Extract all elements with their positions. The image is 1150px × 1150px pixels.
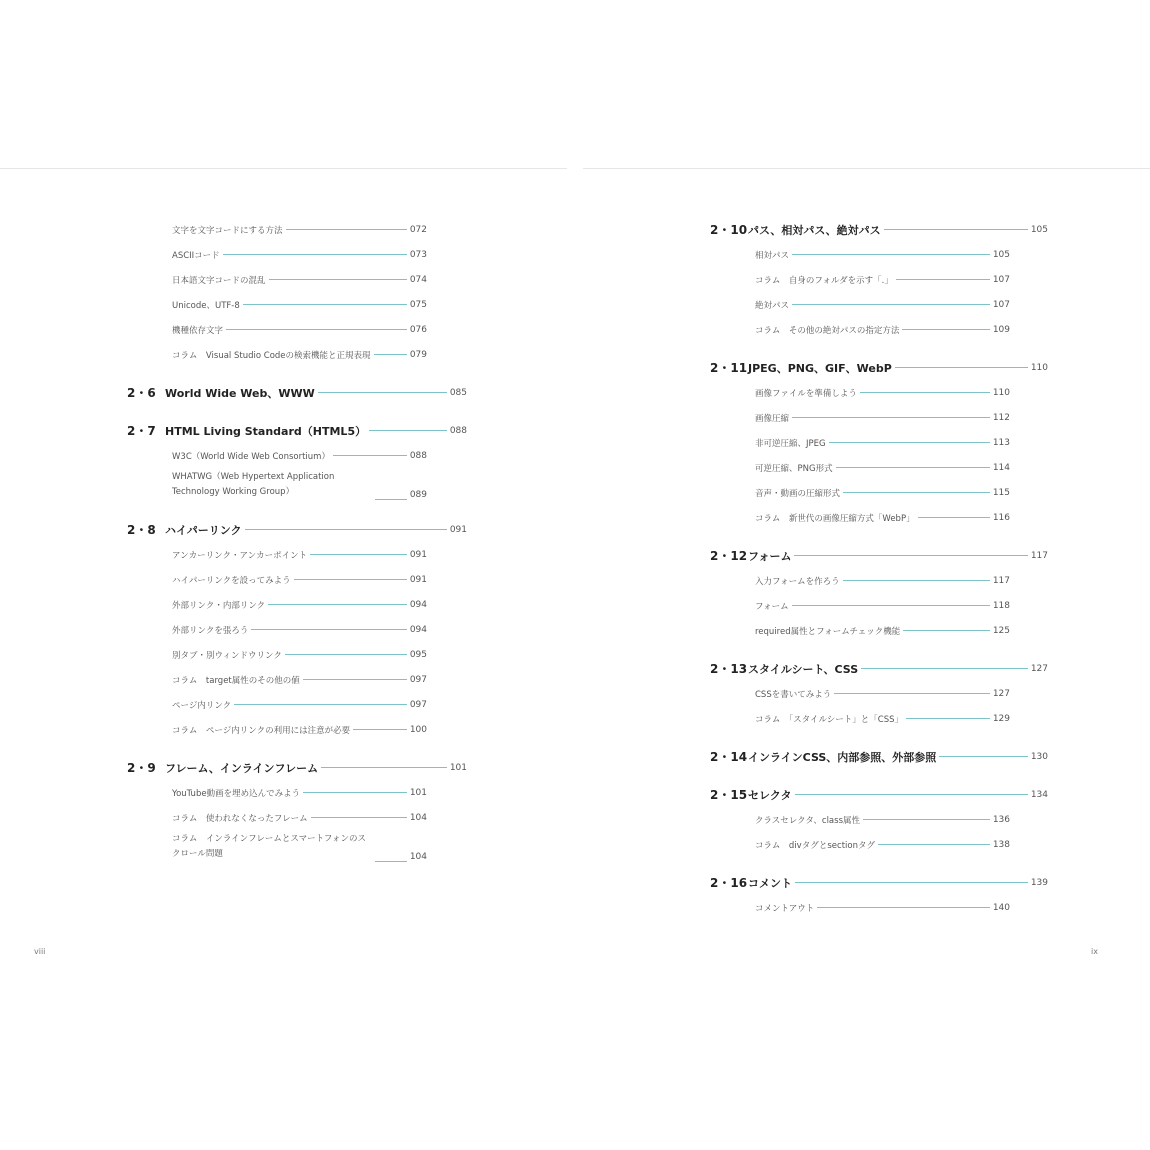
toc-entry bbox=[127, 443, 427, 468]
entry-title: 画像ファイルを準備しよう bbox=[755, 388, 857, 399]
section-number: 2・9 bbox=[127, 761, 156, 775]
entry-page: 079 bbox=[409, 349, 427, 360]
section-number: 2・13 bbox=[710, 662, 748, 676]
entry-page: 091 bbox=[409, 574, 427, 585]
toc-section bbox=[710, 782, 1048, 807]
entry-page: 094 bbox=[409, 599, 427, 610]
toc-section bbox=[710, 355, 1048, 380]
leader-line bbox=[863, 819, 990, 820]
toc-list bbox=[127, 217, 467, 866]
left-page bbox=[0, 168, 567, 981]
right-page bbox=[583, 168, 1150, 981]
entry-title: W3C（World Wide Web Consortium） bbox=[172, 451, 330, 462]
toc-entry bbox=[127, 717, 427, 742]
leader-line bbox=[861, 668, 1028, 669]
entry-page: 109 bbox=[992, 324, 1010, 335]
toc-section bbox=[710, 543, 1048, 568]
entry-page: 113 bbox=[992, 437, 1010, 448]
section-number: 2・15 bbox=[710, 788, 748, 802]
entry-title: YouTube動画を埋め込んでみよう bbox=[172, 788, 301, 799]
toc-entry bbox=[127, 317, 427, 342]
leader-line bbox=[303, 792, 407, 793]
leader-line bbox=[795, 794, 1028, 795]
entry-title: 入力フォームを作ろう bbox=[755, 576, 840, 587]
entry-page: 130 bbox=[1030, 751, 1048, 762]
entry-title: required属性とフォームチェック機能 bbox=[755, 626, 901, 637]
leader-line bbox=[829, 442, 990, 443]
entry-title: コラム 自身のフォルダを示す「.」 bbox=[755, 275, 893, 286]
entry-page: 073 bbox=[409, 249, 427, 260]
entry-page: 105 bbox=[1030, 224, 1048, 235]
leader-line bbox=[878, 844, 990, 845]
toc-list bbox=[710, 217, 1048, 920]
leader-line bbox=[903, 630, 990, 631]
leader-line bbox=[369, 430, 447, 431]
entry-title: コラム target属性のその他の値 bbox=[172, 675, 300, 686]
toc-entry bbox=[127, 267, 427, 292]
entry-page: 104 bbox=[409, 852, 427, 862]
entry-page: 136 bbox=[992, 814, 1010, 825]
leader-line bbox=[792, 605, 990, 606]
entry-page: 107 bbox=[992, 274, 1010, 285]
entry-title: 外部リンク・内部リンク bbox=[172, 600, 266, 611]
entry-title: コラム その他の絶対パスの指定方法 bbox=[755, 325, 900, 336]
toc-entry bbox=[710, 405, 1010, 430]
entry-page: 107 bbox=[992, 299, 1010, 310]
entry-title: アンカーリンク・アンカーポイント bbox=[172, 550, 308, 561]
entry-title: コメント bbox=[748, 876, 792, 890]
entry-title: ハイパーリンクを設ってみよう bbox=[172, 575, 291, 586]
entry-title: 絶対パス bbox=[755, 300, 790, 311]
entry-page: 138 bbox=[992, 839, 1010, 850]
entry-title: 機種依存文字 bbox=[172, 325, 224, 336]
leader-line bbox=[918, 517, 990, 518]
leader-line bbox=[794, 555, 1027, 556]
section-number: 2・14 bbox=[710, 750, 748, 764]
entry-title: JPEG、PNG、GIF、WebP bbox=[748, 361, 892, 375]
leader-line bbox=[836, 467, 990, 468]
section-gap bbox=[127, 504, 467, 517]
leader-line bbox=[269, 279, 407, 280]
leader-line bbox=[321, 767, 447, 768]
section-gap bbox=[127, 367, 467, 380]
toc-section bbox=[127, 418, 467, 443]
entry-page: 127 bbox=[1030, 663, 1048, 674]
entry-page: 091 bbox=[449, 524, 467, 535]
toc-entry bbox=[127, 292, 427, 317]
entry-page: 072 bbox=[409, 224, 427, 235]
entry-title: コラム divタグとsectionタグ bbox=[755, 840, 875, 851]
entry-page: 112 bbox=[992, 412, 1010, 423]
entry-title: 日本語文字コードの混乱 bbox=[172, 275, 266, 286]
entry-title: フォーム bbox=[748, 549, 792, 563]
section-gap bbox=[710, 769, 1048, 782]
entry-page: 125 bbox=[992, 625, 1010, 636]
entry-page: 094 bbox=[409, 624, 427, 635]
toc-entry bbox=[127, 242, 427, 267]
entry-title: 外部リンクを張ろう bbox=[172, 625, 249, 636]
leader-line bbox=[375, 861, 407, 862]
section-gap bbox=[710, 530, 1048, 543]
entry-title: パス、相対パス、絶対パス bbox=[748, 223, 881, 237]
entry-title: 音声・動画の圧縮形式 bbox=[755, 488, 841, 499]
entry-page: 097 bbox=[409, 674, 427, 685]
section-number: 2・7 bbox=[127, 424, 156, 438]
entry-page: 127 bbox=[992, 688, 1010, 699]
entry-page: 101 bbox=[409, 787, 427, 798]
entry-title: HTML Living Standard（HTML5） bbox=[165, 424, 367, 438]
leader-line bbox=[223, 254, 407, 255]
entry-page: 091 bbox=[409, 549, 427, 560]
toc-entry bbox=[710, 832, 1010, 857]
entry-page: 114 bbox=[992, 462, 1010, 473]
toc-entry bbox=[127, 805, 427, 830]
leader-line bbox=[374, 354, 407, 355]
entry-title: コラム 使われなくなったフレーム bbox=[172, 813, 308, 824]
entry-title: クラスセレクタ、class属性 bbox=[755, 815, 860, 826]
toc-entry bbox=[127, 592, 427, 617]
section-gap bbox=[710, 731, 1048, 744]
entry-page: 095 bbox=[409, 649, 427, 660]
entry-page: 075 bbox=[409, 299, 427, 310]
entry-page: 134 bbox=[1030, 789, 1048, 800]
toc-entry bbox=[710, 568, 1010, 593]
entry-title: ASCIIコード bbox=[172, 250, 220, 261]
entry-page: 140 bbox=[992, 902, 1010, 913]
entry-page: 085 bbox=[449, 387, 467, 398]
entry-title: 可逆圧縮、PNG形式 bbox=[755, 463, 833, 474]
leader-line bbox=[843, 580, 990, 581]
toc-entry bbox=[710, 317, 1010, 342]
entry-title: フォーム bbox=[755, 601, 789, 612]
toc-entry bbox=[710, 380, 1010, 405]
toc-entry bbox=[710, 505, 1010, 530]
entry-page: 100 bbox=[409, 724, 427, 735]
toc-entry bbox=[710, 430, 1010, 455]
section-number: 2・10 bbox=[710, 223, 748, 237]
leader-line bbox=[884, 229, 1028, 230]
toc-entry bbox=[710, 455, 1010, 480]
entry-title: コラム 「スタイルシート」と「CSS」 bbox=[755, 714, 904, 725]
leader-line bbox=[795, 882, 1028, 883]
entry-page: 117 bbox=[1030, 550, 1048, 561]
entry-page: 074 bbox=[409, 274, 427, 285]
leader-line bbox=[286, 229, 407, 230]
leader-line bbox=[834, 693, 990, 694]
leader-line bbox=[792, 417, 990, 418]
toc-section bbox=[127, 517, 467, 542]
entry-page: 089 bbox=[409, 490, 427, 500]
entry-title: コラム 新世代の画像圧縮方式「WebP」 bbox=[755, 513, 915, 524]
toc-entry bbox=[710, 895, 1010, 920]
page-number: ix bbox=[1091, 947, 1098, 956]
section-number: 2・11 bbox=[710, 361, 748, 375]
entry-title: 別タブ・別ウィンドウリンク bbox=[172, 650, 282, 661]
leader-line bbox=[318, 392, 447, 393]
entry-page: 088 bbox=[409, 450, 427, 461]
section-gap bbox=[710, 342, 1048, 355]
section-gap bbox=[710, 643, 1048, 656]
entry-page: 117 bbox=[992, 575, 1010, 586]
toc-entry bbox=[127, 667, 427, 692]
entry-title: コラム Visual Studio Codeの検索機能と正規表現 bbox=[172, 350, 371, 361]
leader-line bbox=[353, 729, 407, 730]
entry-title: CSSを書いてみよう bbox=[755, 689, 832, 700]
toc-section bbox=[710, 656, 1048, 681]
leader-line bbox=[285, 654, 407, 655]
entry-title: セレクタ bbox=[748, 788, 792, 802]
toc-entry bbox=[127, 692, 427, 717]
toc-entry bbox=[710, 681, 1010, 706]
entry-page: 088 bbox=[449, 425, 467, 436]
toc-entry bbox=[710, 292, 1010, 317]
entry-title: 相対パス bbox=[755, 250, 790, 261]
leader-line bbox=[792, 254, 990, 255]
entry-page: 076 bbox=[409, 324, 427, 335]
toc-entry bbox=[127, 780, 427, 805]
toc-entry bbox=[710, 593, 1010, 618]
entry-page: 101 bbox=[449, 762, 467, 773]
toc-entry bbox=[710, 480, 1010, 505]
leader-line bbox=[303, 679, 407, 680]
section-gap bbox=[710, 857, 1048, 870]
entry-page: 139 bbox=[1030, 877, 1048, 888]
toc-section bbox=[710, 217, 1048, 242]
section-number: 2・6 bbox=[127, 386, 156, 400]
toc-entry bbox=[127, 217, 427, 242]
page-number: viii bbox=[34, 947, 46, 956]
section-number: 2・16 bbox=[710, 876, 748, 890]
entry-title: 画像圧縮 bbox=[755, 413, 790, 424]
entry-page: 104 bbox=[409, 812, 427, 823]
leader-line bbox=[939, 756, 1028, 757]
toc-section bbox=[127, 380, 467, 405]
entry-title: コラム インラインフレームとスマートフォンのスクロール問題 bbox=[172, 834, 366, 859]
entry-title: ページ内リンク bbox=[172, 700, 232, 711]
leader-line bbox=[843, 492, 990, 493]
entry-page: 097 bbox=[409, 699, 427, 710]
toc-entry bbox=[710, 618, 1010, 643]
leader-line bbox=[895, 367, 1028, 368]
section-number: 2・12 bbox=[710, 549, 748, 563]
section-gap bbox=[127, 405, 467, 418]
entry-title: WHATWG（Web Hypertext Application Technology Working Group） bbox=[172, 472, 335, 497]
toc-entry bbox=[127, 617, 427, 642]
entry-title: スタイルシート、CSS bbox=[748, 662, 859, 676]
entry-page: 105 bbox=[992, 249, 1010, 260]
toc-section bbox=[710, 744, 1048, 769]
leader-line bbox=[896, 279, 990, 280]
leader-line bbox=[268, 604, 407, 605]
entry-title: インラインCSS、内部参照、外部参照 bbox=[748, 750, 937, 764]
toc-entry bbox=[127, 342, 427, 367]
leader-line bbox=[906, 718, 990, 719]
entry-page: 115 bbox=[992, 487, 1010, 498]
toc-entry bbox=[710, 706, 1010, 731]
leader-line bbox=[234, 704, 407, 705]
leader-line bbox=[817, 907, 990, 908]
toc-entry bbox=[127, 542, 427, 567]
entry-title: 非可逆圧縮、JPEG bbox=[755, 438, 826, 449]
leader-line bbox=[226, 329, 407, 330]
leader-line bbox=[860, 392, 990, 393]
toc-entry bbox=[127, 468, 427, 504]
toc-entry bbox=[710, 242, 1010, 267]
toc-section bbox=[127, 755, 467, 780]
leader-line bbox=[251, 629, 406, 630]
entry-title: World Wide Web、WWW bbox=[165, 386, 315, 400]
section-number: 2・8 bbox=[127, 523, 156, 537]
entry-title: コメントアウト bbox=[755, 903, 815, 914]
leader-line bbox=[902, 329, 989, 330]
entry-title: 文字を文字コードにする方法 bbox=[172, 225, 283, 236]
entry-title: Unicode、UTF-8 bbox=[172, 300, 240, 311]
entry-title: フレーム、インラインフレーム bbox=[165, 761, 319, 775]
leader-line bbox=[243, 304, 407, 305]
toc-entry bbox=[127, 642, 427, 667]
leader-line bbox=[294, 579, 407, 580]
leader-line bbox=[333, 455, 407, 456]
leader-line bbox=[792, 304, 990, 305]
entry-page: 110 bbox=[992, 387, 1010, 398]
toc-section bbox=[710, 870, 1048, 895]
entry-page: 129 bbox=[992, 713, 1010, 724]
toc-entry bbox=[710, 267, 1010, 292]
entry-title: ハイパーリンク bbox=[165, 523, 242, 537]
toc-entry bbox=[127, 830, 427, 866]
entry-page: 118 bbox=[992, 600, 1010, 611]
leader-line bbox=[311, 817, 407, 818]
toc-entry bbox=[127, 567, 427, 592]
leader-line bbox=[310, 554, 407, 555]
leader-line bbox=[375, 499, 407, 500]
toc-entry bbox=[710, 807, 1010, 832]
entry-page: 116 bbox=[992, 512, 1010, 523]
section-gap bbox=[127, 742, 467, 755]
leader-line bbox=[245, 529, 447, 530]
entry-page: 110 bbox=[1030, 362, 1048, 373]
entry-title: コラム ページ内リンクの利用には注意が必要 bbox=[172, 725, 351, 736]
